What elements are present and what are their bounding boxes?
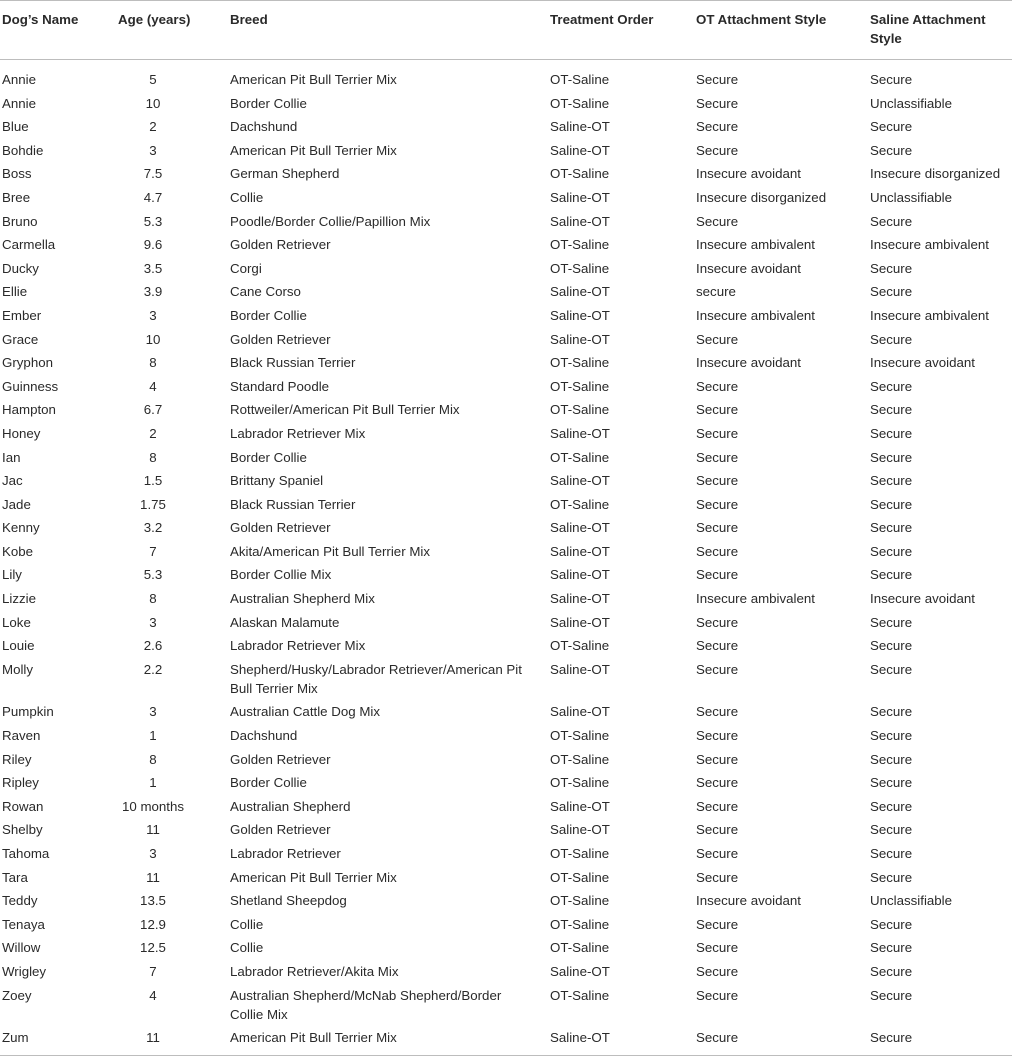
cell-treatment-order: OT-Saline [550, 237, 610, 253]
cell-treatment-order: Saline-OT [550, 119, 610, 135]
cell-ot-attachment-style: Secure [696, 142, 739, 158]
cell-treatment-order: OT-Saline [550, 916, 610, 932]
cell-age: 2 [149, 119, 157, 135]
cell-age: 8 [149, 449, 157, 465]
cell-age: 7 [149, 543, 157, 559]
cell-dog-name: Blue [2, 119, 29, 135]
cell-ot-attachment-style: Secure [696, 751, 739, 767]
cell-saline-attachment-style: Secure [870, 520, 913, 536]
cell-ot-attachment-style: Secure [696, 95, 739, 111]
cell-treatment-order: OT-Saline [550, 496, 610, 512]
cell-breed: Black Russian Terrier [230, 355, 356, 371]
table-row [0, 818, 1012, 842]
cell-saline-attachment-style: Insecure ambivalent [870, 237, 989, 253]
cell-age: 8 [149, 591, 157, 607]
header-saline-attachment-style: Saline Attachment Style [870, 12, 986, 46]
cell-breed: Labrador Retriever Mix [230, 638, 366, 654]
table-row [0, 304, 1012, 328]
cell-ot-attachment-style: Secure [696, 378, 739, 394]
cell-breed: American Pit Bull Terrier Mix [230, 869, 397, 885]
table-row [0, 658, 1012, 701]
cell-ot-attachment-style: Insecure disorganized [696, 189, 827, 205]
table-row [0, 700, 1012, 724]
cell-breed: American Pit Bull Terrier Mix [230, 1030, 397, 1046]
cell-ot-attachment-style: Secure [696, 520, 739, 536]
cell-breed: Dachshund [230, 119, 298, 135]
cell-saline-attachment-style: Secure [870, 378, 913, 394]
cell-age: 8 [149, 355, 157, 371]
table-row [0, 889, 1012, 913]
cell-treatment-order: Saline-OT [550, 520, 610, 536]
cell-dog-name: Tahoma [2, 846, 50, 861]
cell-treatment-order: Saline-OT [550, 425, 610, 441]
cell-saline-attachment-style: Secure [870, 567, 913, 583]
cell-dog-name: Tara [2, 869, 28, 885]
table-row [0, 634, 1012, 658]
cell-breed: Golden Retriever [230, 237, 331, 253]
header-age: Age (years) [118, 12, 191, 27]
table-row [0, 913, 1012, 937]
cell-breed: Border Collie [230, 449, 307, 465]
cell-dog-name: Ripley [2, 775, 39, 791]
cell-age: 4 [149, 378, 157, 394]
cell-breed: Australian Shepherd/McNab Shepherd/Border Collie Mix [230, 987, 502, 1022]
cell-age: 3 [149, 307, 157, 323]
cell-saline-attachment-style: Secure [870, 940, 913, 956]
cell-breed: Collie [230, 916, 264, 932]
table-row [0, 186, 1012, 210]
table-row [0, 446, 1012, 470]
cell-dog-name: Lily [2, 567, 22, 583]
cell-age: 10 [145, 95, 161, 111]
cell-treatment-order: Saline-OT [550, 284, 610, 300]
cell-dog-name: Zoey [2, 987, 32, 1003]
cell-breed: Brittany Spaniel [230, 473, 324, 489]
table-row [0, 375, 1012, 399]
cell-breed: Golden Retriever [230, 751, 331, 767]
cell-age: 10 months [121, 798, 185, 814]
cell-saline-attachment-style: Secure [870, 661, 913, 677]
cell-breed: Standard Poodle [230, 378, 330, 394]
cell-breed: Shepherd/Husky/Labrador Retriever/American Pit Bull Terrier Mix [230, 661, 522, 696]
cell-treatment-order: OT-Saline [550, 751, 610, 767]
cell-saline-attachment-style: Unclassifiable [870, 893, 953, 909]
cell-breed: Alaskan Malamute [230, 614, 340, 630]
table-row [0, 540, 1012, 564]
cell-treatment-order: Saline-OT [550, 189, 610, 205]
cell-dog-name: Bree [2, 189, 31, 205]
cell-age: 1.75 [140, 496, 166, 512]
cell-age: 1.5 [143, 473, 163, 489]
cell-dog-name: Zum [2, 1030, 29, 1046]
cell-saline-attachment-style: Secure [870, 638, 913, 654]
cell-age: 9.6 [143, 237, 163, 253]
cell-dog-name: Loke [2, 614, 31, 630]
header-breed: Breed [230, 12, 268, 27]
cell-dog-name: Wrigley [2, 963, 47, 979]
cell-ot-attachment-style: Secure [696, 846, 739, 861]
cell-saline-attachment-style: Secure [870, 614, 913, 630]
cell-ot-attachment-style: Secure [696, 331, 739, 347]
cell-treatment-order: OT-Saline [550, 378, 610, 394]
cell-treatment-order: OT-Saline [550, 869, 610, 885]
header-row [0, 1, 1012, 60]
cell-breed: Labrador Retriever/Akita Mix [230, 963, 399, 979]
cell-treatment-order: Saline-OT [550, 142, 610, 158]
table-row [0, 233, 1012, 257]
cell-saline-attachment-style: Secure [870, 987, 913, 1003]
table-row [0, 139, 1012, 163]
cell-ot-attachment-style: secure [696, 284, 736, 300]
cell-saline-attachment-style: Secure [870, 543, 913, 559]
cell-age: 4.7 [143, 189, 163, 205]
cell-age: 3 [149, 846, 157, 861]
cell-breed: Black Russian Terrier [230, 496, 356, 512]
cell-dog-name: Annie [2, 95, 37, 111]
cell-saline-attachment-style: Insecure avoidant [870, 355, 975, 371]
cell-dog-name: Guinness [2, 378, 59, 394]
cell-age: 13.5 [140, 893, 166, 909]
cell-breed: Labrador Retriever [230, 846, 341, 861]
cell-ot-attachment-style: Insecure ambivalent [696, 591, 815, 607]
cell-dog-name: Kenny [2, 520, 40, 536]
cell-ot-attachment-style: Secure [696, 119, 739, 135]
cell-saline-attachment-style: Secure [870, 496, 913, 512]
cell-breed: Border Collie Mix [230, 567, 332, 583]
cell-treatment-order: Saline-OT [550, 1030, 610, 1046]
cell-age: 7 [149, 963, 157, 979]
cell-breed: German Shepherd [230, 166, 340, 182]
cell-age: 4 [149, 987, 157, 1003]
table-row [0, 328, 1012, 352]
table-row [0, 469, 1012, 493]
cell-ot-attachment-style: Insecure avoidant [696, 355, 801, 371]
cell-treatment-order: OT-Saline [550, 402, 610, 418]
cell-saline-attachment-style: Insecure ambivalent [870, 307, 989, 323]
cell-dog-name: Tenaya [2, 916, 45, 932]
cell-breed: Border Collie [230, 307, 307, 323]
cell-ot-attachment-style: Insecure avoidant [696, 166, 801, 182]
cell-saline-attachment-style: Unclassifiable [870, 189, 953, 205]
cell-dog-name: Molly [2, 661, 34, 677]
table-row [0, 351, 1012, 375]
cell-breed: Collie [230, 189, 264, 205]
cell-breed: Golden Retriever [230, 520, 331, 536]
cell-dog-name: Hampton [2, 402, 56, 418]
cell-age: 11 [146, 822, 160, 838]
cell-breed: American Pit Bull Terrier Mix [230, 72, 397, 87]
cell-dog-name: Grace [2, 331, 39, 347]
table-row [0, 771, 1012, 795]
cell-ot-attachment-style: Secure [696, 916, 739, 932]
cell-age: 2.2 [143, 661, 163, 677]
table-row [0, 162, 1012, 186]
cell-breed: Poodle/Border Collie/Papillion Mix [230, 213, 431, 229]
cell-treatment-order: Saline-OT [550, 473, 610, 489]
cell-dog-name: Bohdie [2, 142, 44, 158]
cell-saline-attachment-style: Secure [870, 402, 913, 418]
cell-age: 12.5 [140, 940, 166, 956]
cell-age: 11 [146, 869, 160, 885]
cell-ot-attachment-style: Secure [696, 963, 739, 979]
cell-saline-attachment-style: Secure [870, 213, 913, 229]
cell-ot-attachment-style: Secure [696, 425, 739, 441]
cell-age: 5.3 [143, 567, 163, 583]
cell-treatment-order: Saline-OT [550, 213, 610, 229]
cell-dog-name: Lizzie [2, 591, 36, 607]
table-row [0, 611, 1012, 635]
cell-age: 1 [149, 775, 157, 791]
cell-treatment-order: Saline-OT [550, 567, 610, 583]
cell-saline-attachment-style: Secure [870, 751, 913, 767]
cell-treatment-order: Saline-OT [550, 331, 610, 347]
cell-ot-attachment-style: Secure [696, 567, 739, 583]
table-row [0, 936, 1012, 960]
cell-dog-name: Kobe [2, 543, 34, 559]
cell-treatment-order: Saline-OT [550, 661, 610, 677]
cell-age: 11 [146, 1030, 160, 1046]
cell-treatment-order: OT-Saline [550, 72, 610, 87]
cell-dog-name: Ellie [2, 284, 28, 300]
cell-age: 3 [149, 704, 157, 720]
cell-ot-attachment-style: Secure [696, 869, 739, 885]
cell-saline-attachment-style: Unclassifiable [870, 95, 953, 111]
cell-breed: Akita/American Pit Bull Terrier Mix [230, 543, 430, 559]
table-body [0, 60, 1012, 1056]
cell-saline-attachment-style: Secure [870, 963, 913, 979]
cell-dog-name: Teddy [2, 893, 38, 909]
table-header [0, 1, 1012, 60]
cell-saline-attachment-style: Secure [870, 775, 913, 791]
table-row [0, 493, 1012, 517]
cell-breed: Corgi [230, 260, 262, 276]
cell-treatment-order: OT-Saline [550, 260, 610, 276]
cell-treatment-order: OT-Saline [550, 355, 610, 371]
cell-age: 10 [145, 331, 161, 347]
cell-ot-attachment-style: Insecure ambivalent [696, 307, 815, 323]
cell-saline-attachment-style: Secure [870, 260, 913, 276]
cell-breed: Border Collie [230, 775, 307, 791]
table-row [0, 842, 1012, 866]
cell-ot-attachment-style: Secure [696, 473, 739, 489]
header-treatment-order: Treatment Order [550, 12, 654, 27]
table-row [0, 1026, 1012, 1056]
cell-treatment-order: Saline-OT [550, 307, 610, 323]
cell-saline-attachment-style: Secure [870, 473, 913, 489]
cell-dog-name: Ducky [2, 260, 39, 276]
cell-treatment-order: Saline-OT [550, 591, 610, 607]
cell-breed: Golden Retriever [230, 822, 331, 838]
cell-treatment-order: Saline-OT [550, 963, 610, 979]
cell-saline-attachment-style: Secure [870, 846, 913, 861]
cell-breed: Golden Retriever [230, 331, 331, 347]
cell-dog-name: Boss [2, 166, 32, 182]
cell-dog-name: Gryphon [2, 355, 53, 371]
cell-breed: Australian Shepherd [230, 798, 351, 814]
cell-saline-attachment-style: Secure [870, 1030, 913, 1046]
cell-saline-attachment-style: Secure [870, 822, 913, 838]
table-row [0, 60, 1012, 92]
cell-ot-attachment-style: Secure [696, 72, 739, 87]
cell-saline-attachment-style: Secure [870, 728, 913, 744]
cell-ot-attachment-style: Secure [696, 987, 739, 1003]
cell-treatment-order: Saline-OT [550, 543, 610, 559]
cell-breed: Labrador Retriever Mix [230, 425, 366, 441]
table-row [0, 724, 1012, 748]
cell-treatment-order: OT-Saline [550, 940, 610, 956]
cell-saline-attachment-style: Insecure disorganized [870, 166, 1001, 182]
cell-age: 3 [149, 142, 157, 158]
table-row [0, 866, 1012, 890]
cell-age: 1 [149, 728, 157, 744]
table-row [0, 257, 1012, 281]
cell-ot-attachment-style: Secure [696, 798, 739, 814]
cell-dog-name: Jade [2, 496, 31, 512]
cell-breed: Cane Corso [230, 284, 301, 300]
cell-treatment-order: OT-Saline [550, 728, 610, 744]
cell-age: 2.6 [143, 638, 163, 654]
table-row [0, 960, 1012, 984]
cell-dog-name: Rowan [2, 798, 44, 814]
cell-breed: Dachshund [230, 728, 298, 744]
table-row [0, 92, 1012, 116]
cell-age: 12.9 [140, 916, 166, 932]
table-row [0, 563, 1012, 587]
cell-age: 8 [149, 751, 157, 767]
table-row [0, 422, 1012, 446]
table-row [0, 587, 1012, 611]
cell-age: 3.9 [143, 284, 163, 300]
cell-breed: Australian Shepherd Mix [230, 591, 375, 607]
cell-breed: Border Collie [230, 95, 307, 111]
cell-age: 3.5 [143, 260, 163, 276]
cell-age: 5 [149, 72, 157, 87]
header-dog-name: Dog’s Name [2, 12, 79, 27]
cell-dog-name: Bruno [2, 213, 38, 229]
cell-ot-attachment-style: Secure [696, 822, 739, 838]
cell-breed: Rottweiler/American Pit Bull Terrier Mix [230, 402, 460, 418]
cell-saline-attachment-style: Secure [870, 916, 913, 932]
cell-saline-attachment-style: Insecure avoidant [870, 591, 975, 607]
table-row [0, 210, 1012, 234]
cell-age: 5.3 [143, 213, 163, 229]
cell-ot-attachment-style: Secure [696, 1030, 739, 1046]
cell-treatment-order: Saline-OT [550, 614, 610, 630]
cell-treatment-order: OT-Saline [550, 987, 610, 1003]
cell-ot-attachment-style: Secure [696, 496, 739, 512]
cell-ot-attachment-style: Secure [696, 638, 739, 654]
cell-dog-name: Raven [2, 728, 41, 744]
cell-saline-attachment-style: Secure [870, 449, 913, 465]
table-row [0, 398, 1012, 422]
cell-saline-attachment-style: Secure [870, 284, 913, 300]
cell-treatment-order: OT-Saline [550, 846, 610, 861]
cell-ot-attachment-style: Secure [696, 543, 739, 559]
cell-age: 6.7 [143, 402, 163, 418]
cell-age: 3 [149, 614, 157, 630]
cell-breed: Australian Cattle Dog Mix [230, 704, 381, 720]
header-ot-attachment-style: OT Attachment Style [696, 12, 827, 27]
cell-dog-name: Carmella [2, 237, 56, 253]
cell-treatment-order: OT-Saline [550, 775, 610, 791]
cell-treatment-order: OT-Saline [550, 166, 610, 182]
cell-treatment-order: OT-Saline [550, 638, 610, 654]
cell-saline-attachment-style: Secure [870, 704, 913, 720]
cell-ot-attachment-style: Secure [696, 940, 739, 956]
cell-ot-attachment-style: Secure [696, 775, 739, 791]
cell-saline-attachment-style: Secure [870, 331, 913, 347]
cell-dog-name: Pumpkin [2, 704, 54, 720]
cell-ot-attachment-style: Secure [696, 614, 739, 630]
cell-age: 2 [149, 425, 157, 441]
cell-treatment-order: Saline-OT [550, 798, 610, 814]
cell-age: 3.2 [143, 520, 163, 536]
cell-dog-name: Louie [2, 638, 35, 654]
cell-treatment-order: Saline-OT [550, 822, 610, 838]
cell-breed: American Pit Bull Terrier Mix [230, 142, 397, 158]
cell-ot-attachment-style: Secure [696, 213, 739, 229]
cell-dog-name: Annie [2, 72, 37, 87]
table-row [0, 984, 1012, 1027]
cell-dog-name: Ember [2, 307, 42, 323]
cell-ot-attachment-style: Secure [696, 661, 739, 677]
cell-treatment-order: Saline-OT [550, 704, 610, 720]
cell-ot-attachment-style: Insecure avoidant [696, 260, 801, 276]
cell-dog-name: Willow [2, 940, 41, 956]
table-row [0, 516, 1012, 540]
cell-ot-attachment-style: Insecure ambivalent [696, 237, 815, 253]
table-row [0, 795, 1012, 819]
table-row [0, 115, 1012, 139]
cell-saline-attachment-style: Secure [870, 119, 913, 135]
cell-saline-attachment-style: Secure [870, 72, 913, 87]
cell-breed: Collie [230, 940, 264, 956]
cell-ot-attachment-style: Secure [696, 449, 739, 465]
cell-saline-attachment-style: Secure [870, 869, 913, 885]
table-row [0, 280, 1012, 304]
cell-saline-attachment-style: Secure [870, 142, 913, 158]
cell-dog-name: Riley [2, 751, 32, 767]
cell-age: 7.5 [143, 166, 163, 182]
cell-dog-name: Shelby [2, 822, 43, 838]
cell-treatment-order: OT-Saline [550, 893, 610, 909]
cell-dog-name: Jac [2, 473, 23, 489]
cell-breed: Shetland Sheepdog [230, 893, 347, 909]
cell-dog-name: Honey [2, 425, 41, 441]
cell-treatment-order: OT-Saline [550, 95, 610, 111]
cell-ot-attachment-style: Insecure avoidant [696, 893, 801, 909]
table-row [0, 748, 1012, 772]
cell-ot-attachment-style: Secure [696, 728, 739, 744]
cell-saline-attachment-style: Secure [870, 425, 913, 441]
cell-ot-attachment-style: Secure [696, 704, 739, 720]
cell-saline-attachment-style: Secure [870, 798, 913, 814]
cell-ot-attachment-style: Secure [696, 402, 739, 418]
cell-treatment-order: OT-Saline [550, 449, 610, 465]
cell-dog-name: Ian [2, 449, 21, 465]
